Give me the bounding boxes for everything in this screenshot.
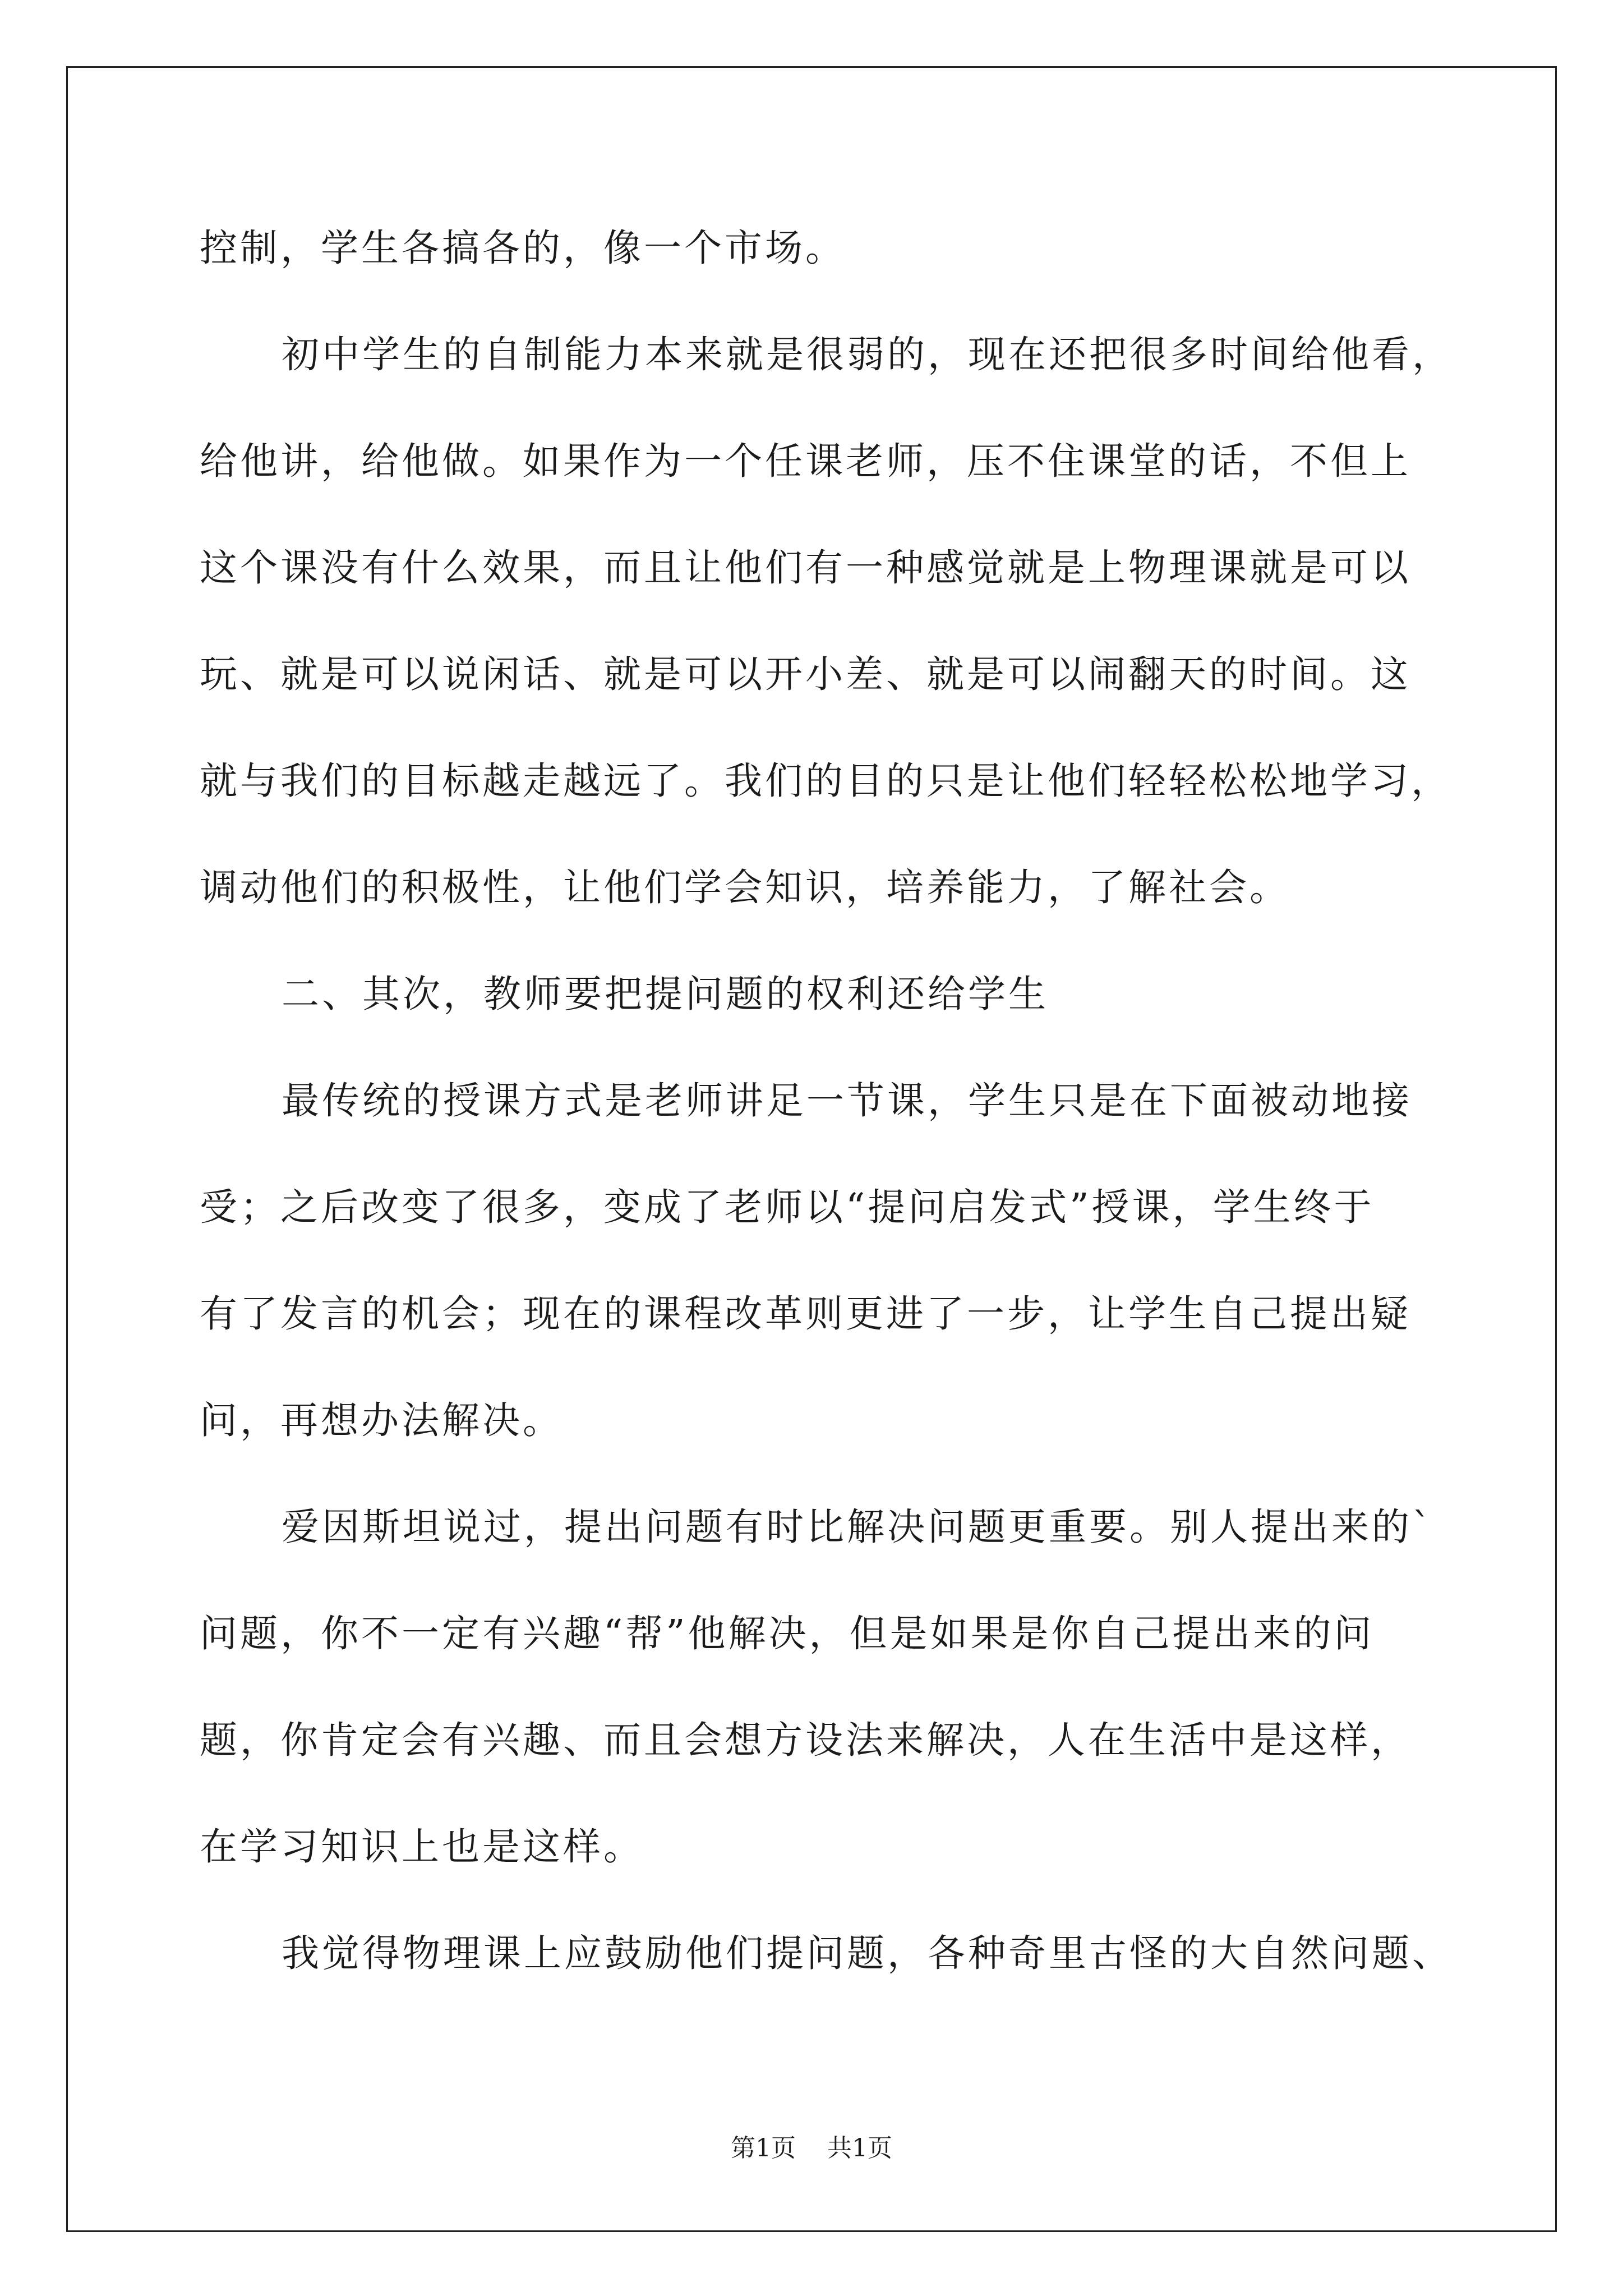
paragraph-line-15: 题，你肯定会有兴趣、而且会想方设法来解决，人在生活中是这样， (200, 1718, 1411, 1762)
page-footer (0, 2132, 1623, 2165)
paragraph-line-14: 问题，你不一定有兴趣“帮”他解决，但是如果是你自己提出来的问 (200, 1612, 1375, 1655)
paragraph-line-10: 受；之后改变了很多，变成了老师以“提问启发式”授课，学生终于 (200, 1185, 1375, 1229)
paragraph-line-3: 给他讲，给他做。如果作为一个任课老师，压不住课堂的话，不但上 (200, 439, 1411, 483)
page-border (66, 66, 1557, 2232)
paragraph-line-16: 在学习知识上也是这样。 (200, 1825, 644, 1869)
paragraph-line-7: 调动他们的积极性，让他们学会知识，培养能力，了解社会。 (200, 866, 1290, 909)
paragraph-line-12: 问，再想办法解决。 (200, 1398, 563, 1442)
paragraph-line-17: 我觉得物理课上应鼓励他们提问题，各种奇里古怪的大自然问题、 (282, 1931, 1453, 1975)
paragraph-line-6: 就与我们的目标越走越远了。我们的目的只是让他们轻轻松松地学习， (200, 759, 1451, 803)
section-heading: 二、其次，教师要把提问题的权利还给学生 (282, 972, 1049, 1016)
paragraph-line-1: 控制，学生各搞各的，像一个市场。 (200, 226, 846, 270)
paragraph-line-4: 这个课没有什么效果，而且让他们有一种感觉就是上物理课就是可以 (200, 546, 1411, 590)
paragraph-line-9: 最传统的授课方式是老师讲足一节课，学生只是在下面被动地接 (282, 1079, 1412, 1122)
paragraph-line-2: 初中学生的自制能力本来就是很弱的，现在还把很多时间给他看， (282, 333, 1453, 376)
page-total: 共1页 (827, 2134, 892, 2162)
paragraph-line-13: 爱因斯坦说过，提出问题有时比解决问题更重要。别人提出来的` (282, 1505, 1434, 1549)
page-number: 第1页 (731, 2134, 796, 2162)
paragraph-line-11: 有了发言的机会；现在的课程改革则更进了一步，让学生自己提出疑 (200, 1292, 1411, 1336)
paragraph-line-5: 玩、就是可以说闲话、就是可以开小差、就是可以闹翻天的时间。这 (200, 652, 1411, 696)
